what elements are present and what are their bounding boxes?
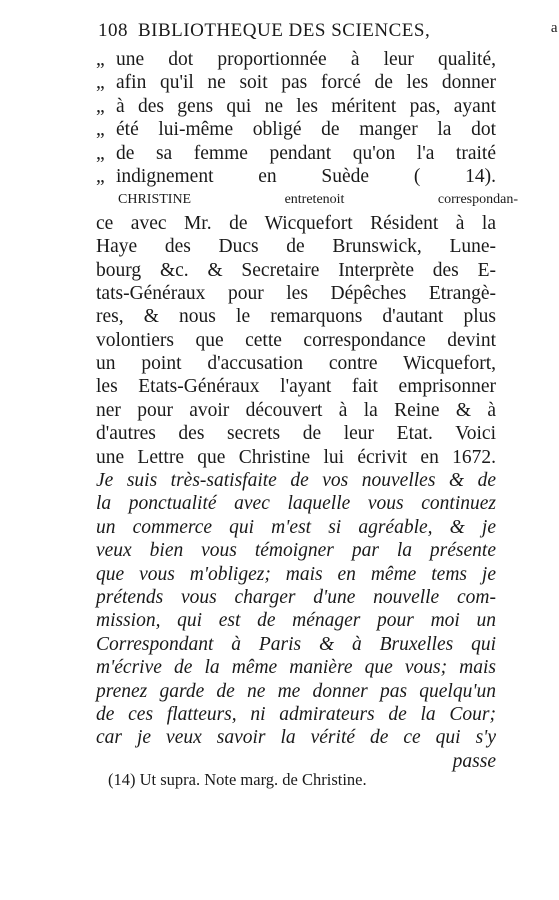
quote-mark: „ — [96, 142, 105, 164]
line-text: afin qu'il ne soit pas forcé de les donner — [116, 72, 496, 94]
quote-mark: „ — [96, 95, 105, 117]
line-text: res, & nous le remarquons d'autant plus — [96, 306, 496, 328]
line-text: un point d'accusation contre Wicquefort, — [96, 353, 496, 375]
text-line — [96, 165, 496, 188]
text-line — [96, 656, 496, 679]
line-text: une Lettre que Christine lui écrivit en 1672. — [96, 446, 496, 468]
line-text: à des gens qui ne les méritent pas, ayant — [116, 95, 496, 117]
text-line — [96, 259, 496, 282]
line-text: m'écrive de la même manière que vous; mais — [96, 657, 496, 679]
line-text: CHRISTINE entretenoit correspondan- — [118, 192, 518, 208]
text-line — [96, 563, 496, 586]
text-line — [96, 235, 496, 258]
text-line — [96, 680, 496, 703]
running-title: BIBLIOTHEQUE DES SCIENCES, — [138, 20, 431, 41]
line-text: prenez garde de ne me donner pas quelqu'un — [96, 680, 496, 702]
line-text: prétends vous charger d'une nouvelle com- — [96, 586, 496, 608]
text-line — [96, 539, 496, 562]
text-line — [96, 399, 496, 422]
line-text: ce avec Mr. de Wicquefort Résident à la — [96, 212, 496, 234]
text-line — [96, 118, 496, 141]
line-text: Correspondant à Paris & à Bruxelles qui — [96, 633, 496, 655]
margin-mark: a — [550, 20, 558, 36]
text-body — [96, 48, 518, 773]
quote-mark: „ — [96, 72, 105, 94]
text-line — [96, 352, 496, 375]
text-line — [96, 375, 496, 398]
text-line — [96, 282, 496, 305]
line-text: Je suis très-satisfaite de vos nouvelles & de — [96, 470, 496, 492]
line-text: les Etats-Généraux l'ayant fait emprisonner — [96, 376, 496, 398]
quote-mark: „ — [96, 119, 105, 141]
text-line — [96, 71, 496, 94]
text-line — [96, 726, 496, 749]
line-text: de ces flatteurs, ni admirateurs de la Cour; — [96, 703, 496, 725]
text-line — [96, 446, 496, 469]
line-text: passe — [452, 750, 496, 772]
line-text: une dot proportionnée à leur qualité, — [116, 49, 496, 70]
text-line — [96, 422, 496, 445]
quote-mark: „ — [96, 49, 105, 70]
line-text: été lui-même obligé de manger la dot — [116, 119, 496, 141]
text-line — [96, 95, 496, 118]
text-line — [96, 492, 496, 515]
text-line — [96, 188, 518, 211]
line-text: la ponctualité avec laquelle vous continuez — [96, 493, 496, 515]
text-line — [96, 469, 496, 492]
line-text: ner pour avoir découvert à la Reine & à — [96, 399, 496, 421]
book-page — [96, 18, 558, 773]
line-text: indignement en Suède ( 14). — [116, 165, 496, 187]
text-line — [96, 48, 496, 71]
text-line — [96, 586, 496, 609]
line-text: d'autres des secrets de leur Etat. Voici — [96, 423, 496, 445]
line-text: un commerce qui m'est si agréable, & je — [96, 516, 496, 538]
line-text: bourg &c. & Secretaire Interprète des E- — [96, 259, 496, 281]
line-text: tats-Généraux pour les Dépêches Etrangè- — [96, 282, 496, 304]
text-line — [96, 212, 496, 235]
quote-mark: „ — [96, 165, 105, 187]
text-line — [96, 329, 496, 352]
line-text: Haye des Ducs de Brunswick, Lune- — [96, 236, 496, 258]
text-line — [96, 609, 496, 632]
line-text: veux bien vous témoigner par la présente — [96, 540, 496, 562]
text-line — [96, 516, 496, 539]
page-number: 108 — [98, 20, 128, 41]
page-header — [96, 18, 558, 48]
text-line — [96, 703, 496, 726]
line-text: volontiers que cette correspondance devint — [96, 329, 496, 351]
line-text: de sa femme pendant qu'on l'a traité — [116, 142, 496, 164]
line-text: mission, qui est de ménager pour moi un — [96, 610, 496, 632]
line-text: que vous m'obligez; mais en même tems je — [96, 563, 496, 585]
text-line — [96, 142, 496, 165]
text-line — [96, 305, 496, 328]
text-line — [96, 633, 496, 656]
line-text: car je veux savoir la vérité de ce qui s'y — [96, 727, 496, 749]
footnote: (14) Ut supra. Note marg. de Christine. — [108, 770, 367, 789]
